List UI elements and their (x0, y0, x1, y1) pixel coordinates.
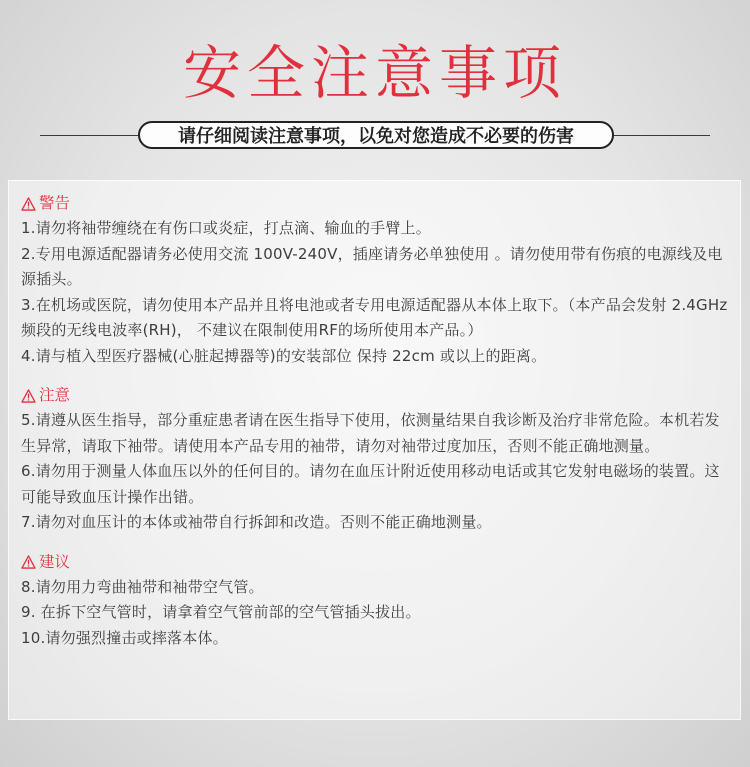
warning-triangle-icon (21, 197, 36, 211)
list-item: 4.请与植入型医疗器械(心脏起搏器等)的安装部位 保持 22cm 或以上的距离。 (21, 346, 547, 365)
list-item: 7.请勿对血压计的本体或袖带自行拆卸和改造。否则不能正确地测量。 (21, 513, 492, 531)
list-item: 2.专用电源适配器请务必使用交流 100V-240V，插座请务必单独使用 。请勿使用带有伤痕的电源线及电源插头。 (21, 244, 723, 288)
list-item: 3.在机场或医院，请勿使用本产品并且将电池或者专用电源适配器从本体上取下。（本产品会发射 2.4GHz 频段的无线电波率(RH)， 不建议在限制使用RF的场所使用本产品。） (21, 295, 728, 339)
list-item: 6.请勿用于测量人体血压以外的任何目的。请勿在血压计附近使用移动电话或其它发射电磁场的装置。这可能导致血压计操作出错。 (21, 462, 720, 506)
list-item: 1.请勿将袖带缠绕在有伤口或炎症，打点滴、输血的手臂上。 (21, 219, 431, 237)
list-item: 5.请遵从医生指导，部分重症患者请在医生指导下使用，依测量结果自我诊断及治疗非常危险。本机若发生异常，请取下袖带。请使用本产品专用的袖带，请勿对袖带过度加压，否则不能正确地测量。 (21, 411, 720, 455)
section-heading (21, 550, 730, 575)
section-heading (21, 383, 730, 408)
section-heading-label: 警告 (39, 194, 71, 212)
section-heading (21, 191, 730, 216)
section-heading-label: 注意 (39, 386, 71, 404)
list-item: 8.请勿用力弯曲袖带和袖带空气管。 (21, 577, 264, 596)
safety-notes-panel (8, 180, 741, 720)
section-caution (21, 383, 730, 536)
section-advice (21, 550, 730, 652)
section-heading-label: 建议 (39, 552, 71, 571)
warning-triangle-icon (21, 555, 36, 569)
list-item: 9. 在拆下空气管时，请拿着空气管前部的空气管插头拔出。 (21, 603, 421, 621)
subtitle-text: 请仔细阅读注意事项，以免对您造成不必要的伤害 (178, 126, 574, 147)
subtitle-pill (138, 121, 614, 149)
subtitle-banner (0, 116, 750, 156)
section-warning (21, 191, 730, 369)
list-item: 10.请勿强烈撞击或摔落本体。 (21, 628, 228, 647)
warning-triangle-icon (21, 389, 36, 403)
page-title: 安全注意事项 (182, 39, 567, 107)
